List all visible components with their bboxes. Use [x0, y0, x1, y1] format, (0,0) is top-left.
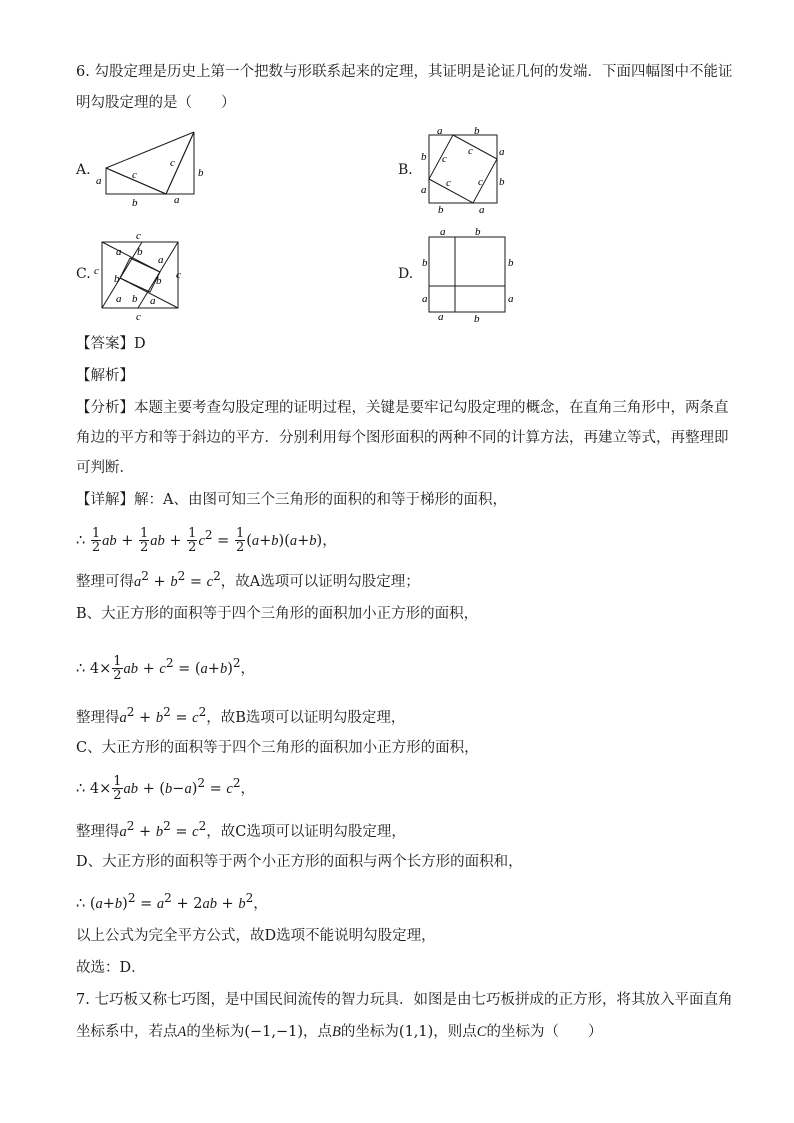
conclusion-b: 整理得$a^2 + b^2 = c^2$，故B选项可以证明勾股定理，	[76, 705, 406, 726]
fenxi-line2: 角边的平方和等于斜边的平方．分别利用每个图形面积的两种不同的计算方法，再建立等式，再整理即	[76, 430, 729, 446]
figure-d-label-b-top: b	[475, 226, 481, 238]
xiangjie-text: 解：A、由图可知三个三角形的面积的和等于梯形的面积，	[134, 492, 507, 508]
zhengli-de: 整理得	[76, 823, 120, 840]
therefore-symbol: ∴	[76, 780, 86, 797]
figure-c-label-c-bottom: c	[136, 311, 141, 322]
conclusion-c: 整理得$a^2 + b^2 = c^2$，故C选项可以证明勾股定理，	[76, 819, 406, 840]
figure-b-label-c-2: c	[468, 145, 473, 157]
option-a-label: A.	[76, 162, 91, 178]
q7-line2-c: ，点	[303, 1024, 333, 1040]
figure-c-label-c-left: c	[94, 265, 99, 277]
figure-d-label-a-left: a	[422, 293, 428, 305]
answer-value: D	[134, 336, 146, 352]
q7-coord-b: (1,1)	[398, 1024, 434, 1040]
q7-point-c: C	[476, 1024, 487, 1040]
c-conclusion-text: ，故C选项可以证明勾股定理，	[206, 823, 406, 840]
figure-a-label-c-right: c	[170, 157, 175, 169]
figure-d-label-b-left: b	[422, 257, 428, 269]
figure-b-label-b-bottom: b	[438, 204, 444, 216]
figure-c-label-b-1: b	[137, 246, 143, 258]
figure-c-inner-square	[120, 258, 160, 292]
formula-a: ∴ $\frac{1}{2}$ ab + $\frac{1}{2}$ ab + $\frac{1}{2}$ $c^2$ = $\frac{1}{2}$ (a+b)(a+b)，	[76, 526, 337, 556]
q7-number: 7.	[76, 992, 90, 1008]
fenxi-text1: 本题主要考查勾股定理的证明过程，关键是要牢记勾股定理的概念，在直角三角形中，两条直	[134, 400, 729, 416]
figure-b-label-c-3: c	[478, 176, 483, 188]
figure-b-label-b-right: b	[499, 176, 505, 188]
fenxi-line3: 可判断．	[76, 460, 134, 476]
xiangjie-line	[76, 490, 726, 510]
q6-stem-text: 勾股定理是历史上第一个把数与形联系起来的定理，其证明是论证几何的发端．下面四幅图中不能证	[94, 64, 733, 80]
formula-c: ∴ 4× $\frac{1}{2}$ ab + $(b-a)^2 = c^2$，	[76, 774, 256, 804]
figure-b-label-b-top: b	[474, 125, 480, 137]
fenxi-tag: 【分析】	[76, 400, 134, 416]
xiangjie-tag: 【详解】	[76, 492, 134, 508]
answer-line	[76, 334, 726, 354]
q7-line1-text: 七巧板又称七巧图，是中国民间流传的智力玩具．如图是由七巧板拼成的正方形，将其放入平面直角	[94, 992, 733, 1008]
figure-c-label-b-3: b	[156, 275, 162, 287]
q6-number: 6.	[76, 64, 90, 80]
d-intro: D、大正方形的面积等于两个小正方形的面积与两个长方形的面积和，	[76, 854, 523, 870]
figure-c-square	[90, 228, 194, 322]
figure-d-label-a-top: a	[440, 226, 446, 238]
figure-b-label-c-4: c	[446, 177, 451, 189]
figure-c-label-b-2: b	[114, 273, 120, 285]
zhengli-ke-de: 整理可得	[76, 573, 134, 590]
choose-line: 故选：D．	[76, 960, 146, 976]
q7-line2-d: 的坐标为	[340, 1024, 399, 1040]
figure-b-label-a-top: a	[437, 125, 443, 137]
figure-c-label-a-3: a	[116, 293, 122, 305]
q7-line2-a: 坐标系中，若点	[76, 1024, 178, 1040]
b-intro: B、大正方形的面积等于四个三角形的面积加小正方形的面积，	[76, 606, 479, 622]
q7-line1	[76, 990, 733, 1010]
fenxi-line1	[76, 398, 729, 418]
formula-d: ∴ $(a+b)^2 = a^2 + 2ab + b^2$，	[76, 891, 268, 912]
figure-c-label-a-4: a	[150, 295, 156, 307]
figure-c-label-a-1: a	[116, 246, 122, 258]
figure-b-label-c-1: c	[442, 153, 447, 165]
option-c-label: C.	[76, 266, 91, 282]
q7-point-b: B	[332, 1024, 341, 1040]
figure-b-label-a-bottom: a	[479, 204, 485, 216]
conclusion-a: 整理可得$a^2 + b^2 = c^2$，故A选项可以证明勾股定理；	[76, 569, 420, 590]
c-intro: C、大正方形的面积等于四个三角形的面积加小正方形的面积，	[76, 740, 479, 756]
figure-c-label-c-right: c	[176, 269, 181, 281]
answer-tag: 【答案】	[76, 336, 134, 352]
option-b-label: B.	[398, 162, 413, 178]
figure-a-top-edge	[106, 132, 194, 168]
figure-d-label-a-right: a	[508, 293, 514, 305]
d-conclusion: 以上公式为完全平方公式，故D选项不能说明勾股定理，	[76, 928, 436, 944]
q6-stem-line2: 明勾股定理的是（ ）	[76, 95, 236, 111]
formula-b: ∴ 4× $\frac{1}{2}$ ab + $c^2 = (a+b)^2$，	[76, 654, 256, 684]
q7-point-a: A	[177, 1024, 187, 1040]
figure-c-label-c-top: c	[136, 230, 141, 242]
q6-stem-line1	[76, 62, 733, 82]
figure-a-label-c-left: c	[132, 169, 137, 181]
q7-line2-f: 的坐标为（ ）	[486, 1024, 603, 1040]
therefore-symbol: ∴	[76, 660, 86, 677]
figure-c-label-b-4: b	[132, 293, 138, 305]
q7-line2-b: 的坐标为	[186, 1024, 245, 1040]
a-conclusion-text: ，故A选项可以证明勾股定理；	[220, 573, 420, 590]
analysis-tag: 【解析】	[76, 368, 134, 384]
figure-a-label-a-bottom: a	[174, 194, 180, 206]
figure-c-label-a-2: a	[158, 254, 164, 266]
figure-b-inner-square	[429, 135, 497, 203]
therefore-symbol: ∴	[76, 895, 86, 912]
figure-b-square	[418, 124, 510, 216]
q7-coord-a: (−1,−1)	[244, 1024, 304, 1040]
figure-b-label-b-left: b	[421, 151, 427, 163]
figure-d-label-b-bottom: b	[474, 313, 480, 325]
figure-d-label-b-right: b	[508, 257, 514, 269]
b-conclusion-text: ，故B选项可以证明勾股定理，	[206, 709, 406, 726]
figure-d-square	[418, 222, 518, 326]
q7-line2	[76, 1022, 726, 1042]
figure-a-trapezoid	[92, 128, 212, 210]
figure-a-label-b-right: b	[198, 167, 204, 179]
figure-b-label-a-right: a	[499, 146, 505, 158]
figure-a-label-a-left: a	[96, 175, 102, 187]
therefore-symbol: ∴	[76, 532, 86, 549]
q7-line2-e: ，则点	[433, 1024, 477, 1040]
figure-b-label-a-left: a	[421, 184, 427, 196]
figure-a-label-b-bottom: b	[132, 197, 138, 209]
figure-d-label-a-bottom: a	[438, 311, 444, 323]
option-d-label: D.	[398, 266, 414, 282]
zhengli-de: 整理得	[76, 709, 120, 726]
